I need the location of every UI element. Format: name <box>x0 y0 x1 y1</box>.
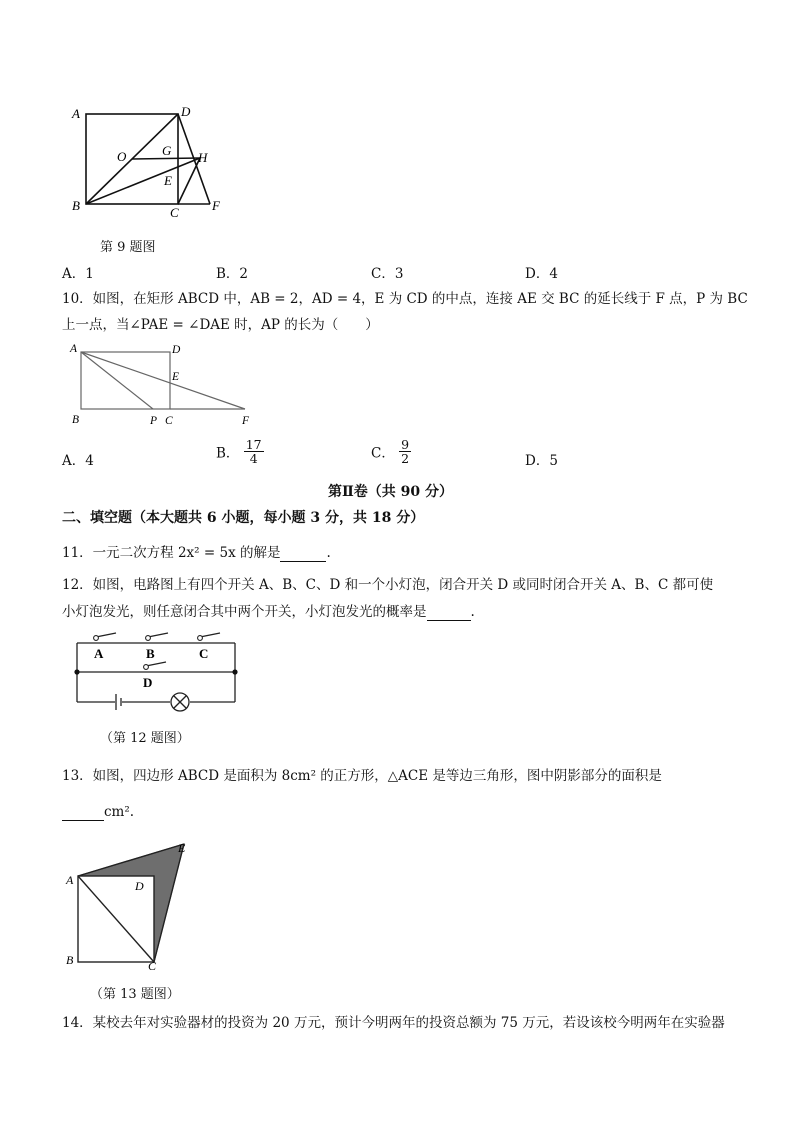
q9-option-c: C．3 <box>371 266 404 282</box>
q10-option-b <box>216 438 264 465</box>
q13-text-line1: 13．如图，四边形 ABCD 是面积为 8cm² 的正方形，△ACE 是等边三角形，图中阴影部分的面积是 <box>62 768 662 784</box>
fig9-label-O: O <box>117 149 127 164</box>
q14-text-line1: 14．某校去年对实验器材的投资为 20 万元，预计今明两年的投资总额为 75 万元，若设该校今明两年在实验器 <box>62 1015 725 1031</box>
q10-option-b-denominator: 4 <box>249 451 258 467</box>
section2-heading: 二、填空题（本大题共 6 小题，每小题 3 分，共 18 分） <box>62 510 425 526</box>
fig10-rectangle <box>81 352 170 409</box>
fig9-label-E: E <box>164 173 172 188</box>
q11-text <box>62 541 331 562</box>
q10-text-line2: 上一点，当∠PAE = ∠DAE 时，AP 的长为（ ） <box>62 317 379 333</box>
fig10-label-B: B <box>72 414 80 426</box>
circuit-label-C: C <box>199 646 209 661</box>
fig9-label-H: H <box>198 150 208 165</box>
q10-option-c-prefix: C． <box>371 445 395 462</box>
q9-option-d: D．4 <box>525 266 558 282</box>
fig13-label-C: C <box>148 959 157 972</box>
q11-text-before: 11．一元二次方程 2x² = 5x 的解是 <box>62 545 281 561</box>
q10-option-c-fraction <box>399 438 411 465</box>
fig10-label-D: D <box>172 344 181 356</box>
q10-option-d: D．5 <box>525 453 558 469</box>
switch-D-blade <box>146 662 166 666</box>
section2-title: 第Ⅱ卷（共 90 分） <box>328 484 454 500</box>
q11-answer-blank[interactable] <box>280 545 326 562</box>
circuit-label-D: D <box>143 675 153 690</box>
fig9-label-G: G <box>162 143 172 158</box>
fig9-line-OH <box>132 158 200 159</box>
q12-text-line1: 12．如图，电路图上有四个开关 A、B、C、D 和一个小灯泡，闭合开关 D 或同时闭合开关 A、B、C 都可使 <box>62 577 714 593</box>
q10-option-b-fraction <box>244 438 264 465</box>
fig13-caption: （第 13 题图） <box>90 987 180 1002</box>
fig13-label-B: B <box>66 953 74 967</box>
fig10-label-E: E <box>172 371 180 383</box>
fig10-label-P: P <box>150 415 158 427</box>
fig9-label-C: C <box>170 205 179 220</box>
q12-text-line2-after: . <box>470 604 475 620</box>
fig10-line-AF <box>81 352 245 409</box>
q12-text-line2 <box>62 600 475 621</box>
fig9-caption: 第 9 题图 <box>100 240 156 255</box>
fig10-label-C: C <box>165 415 173 427</box>
q11-text-after: . <box>326 545 331 561</box>
figure-12-circuit <box>68 628 246 712</box>
q13-text-line2-after: cm². <box>104 804 135 820</box>
q12-answer-blank[interactable] <box>427 604 471 621</box>
circuit-label-B: B <box>146 646 155 661</box>
fig9-label-D: D <box>181 104 191 119</box>
fig9-line-BH <box>86 158 200 204</box>
circuit-label-A: A <box>94 646 104 661</box>
fig10-label-A: A <box>70 343 78 355</box>
q10-option-b-numerator: 17 <box>245 437 262 452</box>
q9-option-a: A．1 <box>62 266 94 282</box>
q10-option-c-numerator: 9 <box>401 437 410 452</box>
q10-option-a: A．4 <box>62 453 94 469</box>
q13-text-line2 <box>62 804 134 821</box>
q9-option-b: B．2 <box>216 266 249 282</box>
q12-text-line2-before: 小灯泡发光，则任意闭合其中两个开关，小灯泡发光的概率是 <box>62 604 427 620</box>
fig9-label-B: B <box>72 198 80 213</box>
switch-A-blade <box>96 633 116 637</box>
fig13-label-E: E <box>178 841 186 855</box>
switch-C-blade <box>200 633 220 637</box>
fig10-line-AP <box>81 352 153 409</box>
fig10-label-F: F <box>242 415 250 427</box>
q10-option-c <box>371 438 411 465</box>
q13-answer-blank[interactable] <box>62 804 104 821</box>
figure-13 <box>60 836 200 972</box>
fig13-label-D: D <box>135 879 144 893</box>
q10-option-b-prefix: B． <box>216 445 240 462</box>
figure-10 <box>62 338 272 430</box>
q10-option-c-denominator: 2 <box>401 451 410 467</box>
fig9-label-F: F <box>212 198 220 213</box>
q10-text-line1: 10．如图，在矩形 ABCD 中，AB = 2，AD = 4，E 为 CD 的中点，连接 AE 交 BC 的延长线于 F 点，P 为 BC <box>62 291 748 307</box>
fig13-label-A: A <box>66 873 74 887</box>
fig12-caption: （第 12 题图） <box>100 731 190 746</box>
switch-B-blade <box>148 633 168 637</box>
fig9-label-A: A <box>72 106 80 121</box>
figure-9 <box>60 100 240 220</box>
